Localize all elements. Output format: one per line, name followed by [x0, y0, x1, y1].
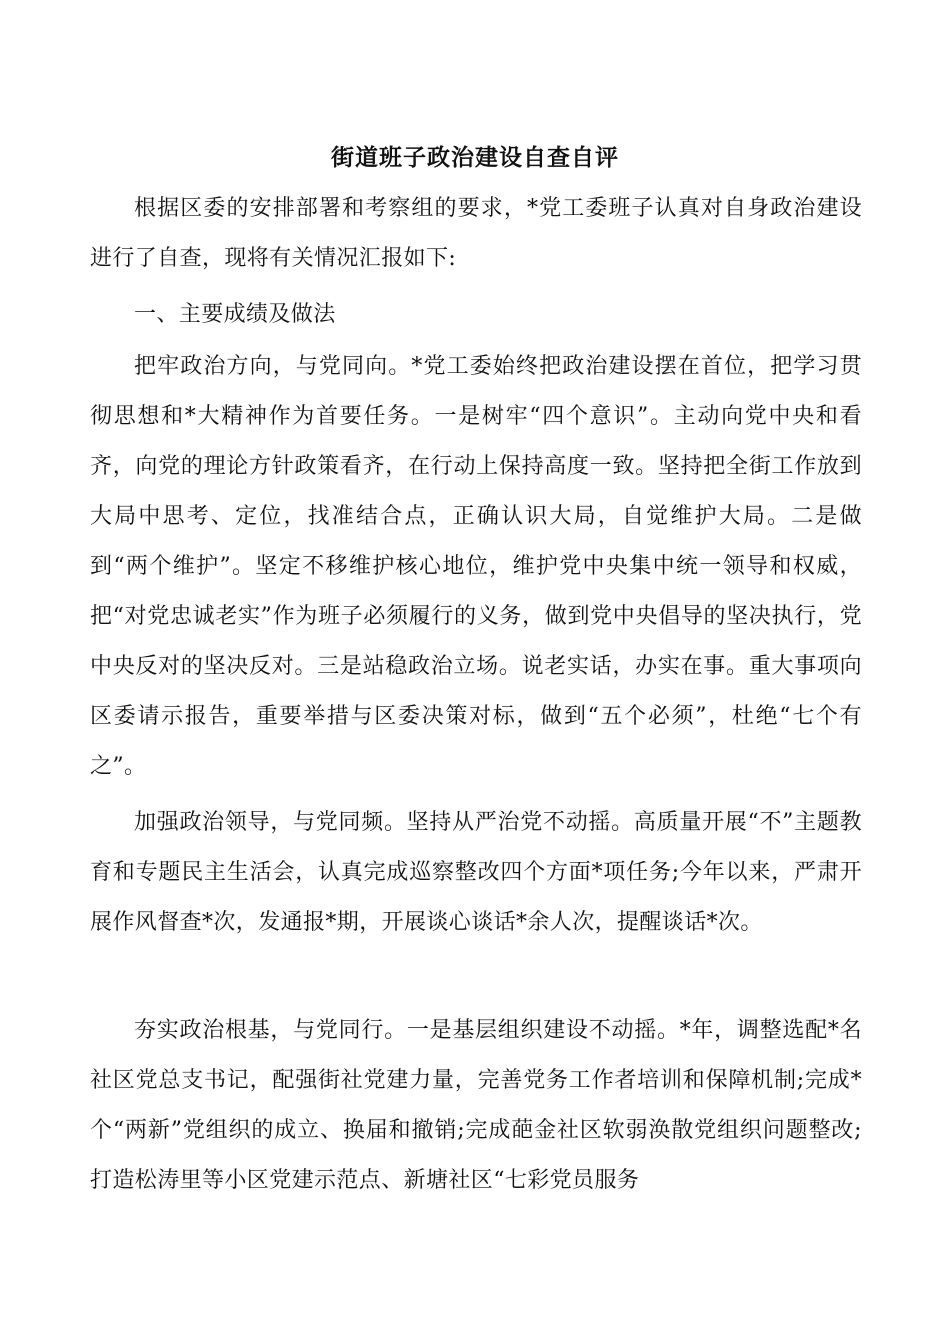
section-heading: 一、主要成绩及做法 [134, 302, 336, 327]
paragraph-political-foundation: 夯实政治根基，与党同行。一是基层组织建设不动摇。*年，调整选配*名社区党总支书记，配强街社党建力量，完善党务工作者培训和保障机制;完成*个“两新”党组织的成立、换届和撤销;完成葩金社区软弱涣散党组织问题整改;打造松涛里等小区党建示范点、新塘社区“七彩党员服务 [90, 1018, 862, 1193]
document-title: 街道班子政治建设自查自评 [331, 144, 619, 171]
paragraph-intro: 根据区委的安排部署和考察组的要求，*党工委班子认真对自身政治建设进行了自查，现将有关情况汇报如下: [90, 196, 862, 271]
paragraph-political-leadership: 加强政治领导，与党同频。坚持从严治党不动摇。高质量开展“不”主题教育和专题民主生活会，认真完成巡察整改四个方面*项任务;今年以来，严肃开展作风督查*次，发通报*期，开展谈心谈话*余人次，提醒谈话*次。 [90, 810, 862, 935]
paragraph-political-direction: 把牢政治方向，与党同向。*党工委始终把政治建设摆在首位，把学习贯彻思想和*大精神作为首要任务。一是树牢“四个意识”。主动向党中央和看齐，向党的理论方针政策看齐，在行动上保持高度一致。坚持把全街工作放到大局中思考、定位，找准结合点，正确认识大局，自觉维护大局。二是做到“两个维护”。坚定不移维护核心地位，维护党中央集中统一领导和权威，把“对党忠诚老实”作为班子必须履行的义务，做到党中央倡导的坚决执行，党中央反对的坚决反对。三是站稳政治立场。说老实话，办实在事。重大事项向区委请示报告，重要举措与区委决策对标，做到“五个必须”，杜绝“七个有之”。 [90, 354, 862, 779]
